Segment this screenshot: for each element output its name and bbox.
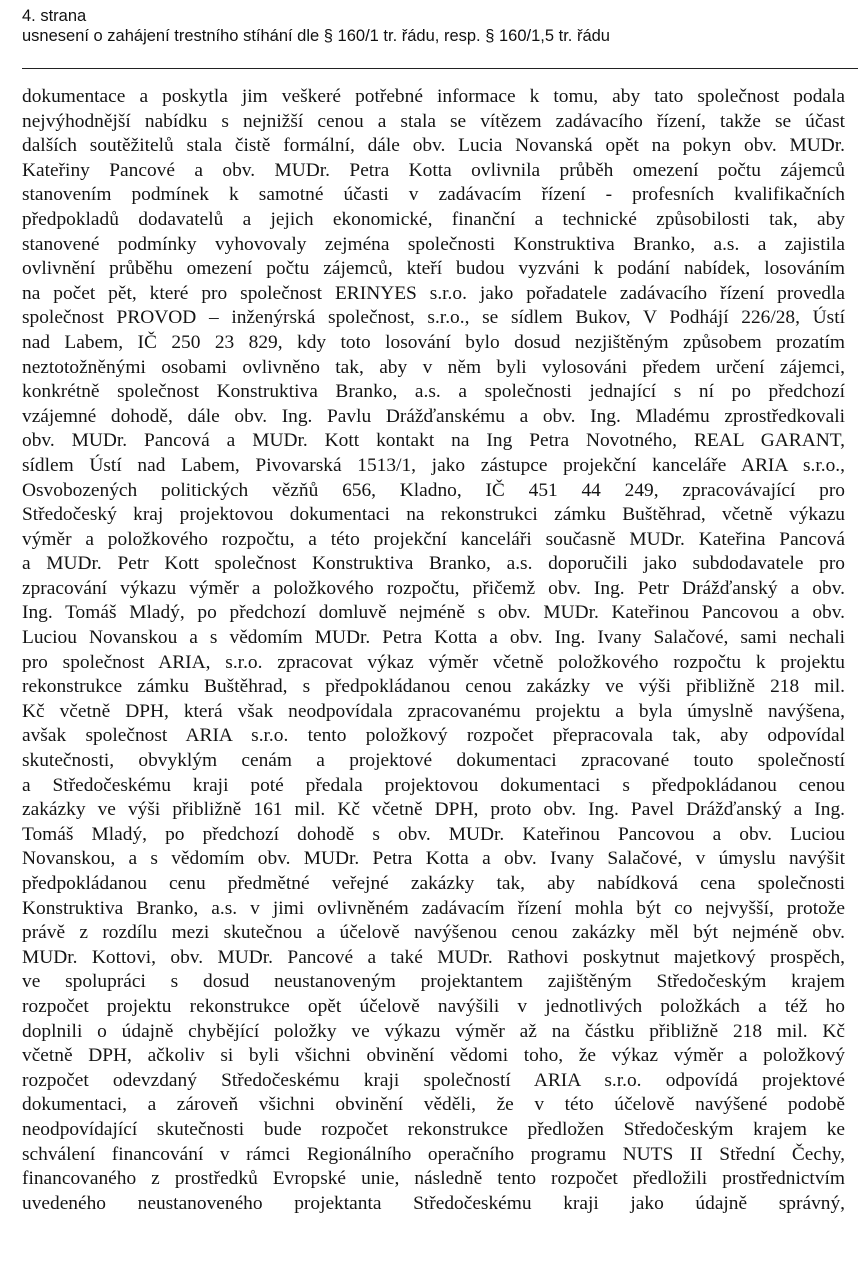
- text-line: uvedeného neustanoveného projektanta Středočeskému kraji jako údajně správný,: [22, 1192, 845, 1214]
- text-line: Kateřiny Pancové a obv. MUDr. Petra Kotta ovlivnila průběh omezení počtu zájemců: [22, 159, 845, 181]
- text-line: MUDr. Kottovi, obv. MUDr. Pancové a také MUDr. Rathovi poskytnut majetkový prospěch,: [22, 946, 845, 968]
- text-line: neztotožněnými osobami ovlivněno tak, aby v něm byli vylosováni předem určení zájemci,: [22, 356, 845, 378]
- text-line: Novanskou, a s vědomím obv. MUDr. Petra Kotta a obv. Ivany Salačové, v úmyslu navýšit: [22, 848, 845, 870]
- text-line: předpokladů dodavatelů a jejich ekonomické, finanční a technické způsobilosti tak, aby: [22, 208, 845, 230]
- text-line: včetně DPH, ačkoliv si byli všichni obvinění vědomi toho, že výkaz výměr a položkový: [22, 1045, 845, 1067]
- text-line: společnost PROVOD – inženýrská společnost, s.r.o., se sídlem Bukov, V Podhájí 226/28, Ústí: [22, 307, 845, 329]
- text-line: dokumentace a poskytla jim veškeré potřebné informace k tomu, aby tato společnost podala: [22, 86, 845, 107]
- body-paragraph: [22, 85, 845, 1216]
- text-line: a MUDr. Petr Kott společnost Konstruktiva Branko, a.s. doporučili jako subdodavatele pro: [22, 553, 845, 575]
- text-line: pro společnost ARIA, s.r.o. zpracovat výkaz výměr včetně položkového rozpočtu k projektu: [22, 651, 845, 673]
- text-line: nejvýhodnější nabídku s nejnižší cenou a stala se vítězem zadávacího řízení, takže se účast: [22, 110, 845, 132]
- document-title: usnesení o zahájení trestního stíhání dle § 160/1 tr. řádu, resp. § 160/1,5 tr. řádu: [22, 27, 610, 45]
- text-line: doplnili o údajně chybějící položky ve výkazu výměr až na částku přibližně 218 mil. Kč: [22, 1020, 845, 1042]
- text-line: stanovené podmínky vyhovovaly zejména společnosti Konstruktiva Branko, a.s. a zajistila: [22, 233, 845, 255]
- text-line: dokumentaci, a zároveň všichni obvinění věděli, že v této účelově navýšené podobě: [22, 1094, 845, 1116]
- text-line: předpokládanou cenu předmětné veřejné zakázky tak, aby nabídková cena společnosti: [22, 873, 845, 894]
- text-line: schválení financování v rámci Regionálního operačního programu NUTS II Střední Čechy,: [22, 1143, 845, 1165]
- text-line: avšak společnost ARIA s.r.o. tento položkový rozpočet přepracovala tak, aby odpovídal: [22, 725, 845, 747]
- text-line: rozpočet odevzdaný Středočeskému kraji společností ARIA s.r.o. odpovídá projektové: [22, 1069, 845, 1091]
- text-line: konkrétně společnost Konstruktiva Branko, a.s. a společnosti jednající s ní po předchozí: [22, 381, 845, 403]
- text-line: rekonstrukce zámku Buštěhrad, s předpokládanou cenou zakázky ve výši přibližně 218 mil.: [22, 676, 845, 698]
- text-line: skutečnosti, obvyklým cenám a projektové dokumentaci zpracované touto společností: [22, 750, 845, 772]
- text-line: nad Labem, IČ 250 23 829, kdy toto losování bylo dosud nezjištěným způsobem prozatím: [22, 331, 845, 353]
- text-line: na počet pět, které pro společnost ERINYES s.r.o. jako pořadatele zadávacího řízení provedla: [22, 282, 845, 304]
- text-line: vzájemné dohodě, dále obv. Ing. Pavlu Drážďanskému a obv. Ing. Mladému zprostředkovali: [22, 405, 845, 427]
- text-line: Osvobozených politických vězňů 656, Kladno, IČ 451 44 249, zpracovávající pro: [22, 479, 845, 501]
- page-header: [22, 6, 860, 46]
- text-line: stanovením podmínek k samotné účasti v zadávacím řízení - profesních kvalifikačních: [22, 184, 845, 206]
- text-line: rozpočet projektu rekonstrukce opět účelově navýšili v jednotlivých položkách a též ho: [22, 995, 845, 1017]
- text-line: právě z rozdílu mezi skutečnou a účelově navýšenou cenou zakázky měl být nejméně obv.: [22, 922, 845, 944]
- header-divider: [22, 68, 858, 69]
- text-line: ve spolupráci s dosud neustanoveným projektantem zajištěným Středočeským krajem: [22, 971, 845, 993]
- text-line: a Středočeskému kraji poté předala projektovou dokumentaci s předpokládanou cenou: [22, 774, 845, 796]
- text-line: Konstruktiva Branko, a.s. v jimi ovlivněném zadávacím řízení mohla být co nejvyšší, protože: [22, 897, 845, 919]
- text-line: zakázky ve výši přibližně 161 mil. Kč včetně DPH, proto obv. Ing. Pavel Drážďanský a Ing.: [22, 799, 845, 821]
- text-line: dalších soutěžitelů stala čistě formální, dále obv. Lucia Novanská opět na pokyn obv. MUDr.: [22, 135, 845, 157]
- text-line: financovaného z prostředků Evropské unie, následně tento rozpočet předložili prostřednictvím: [22, 1168, 845, 1190]
- text-line: Luciou Novanskou a s vědomím MUDr. Petra Kotta a obv. Ing. Ivany Salačové, sami nechali: [22, 627, 845, 649]
- text-line: neodpovídající skutečnosti bude rozpočet rekonstrukce předložen Středočeským krajem ke: [22, 1118, 845, 1140]
- text-line: Tomáš Mladý, po předchozí dohodě s obv. MUDr. Kateřinou Pancovou a obv. Luciou: [22, 823, 845, 845]
- text-line: Kč včetně DPH, která však neodpovídala zpracovanému projektu a byla úmyslně navýšena,: [22, 700, 845, 722]
- text-line: zpracování výkazu výměr a položkového rozpočtu, přičemž obv. Ing. Petr Drážďanský a obv.: [22, 577, 845, 599]
- text-line: Ing. Tomáš Mladý, po předchozí domluvě nejméně s obv. MUDr. Kateřinou Pancovou a obv.: [22, 602, 845, 624]
- text-line: sídlem Ústí nad Labem, Pivovarská 1513/1, jako zástupce projekční kanceláře ARIA s.r.o.,: [22, 454, 845, 476]
- text-line: ovlivnění průběhu omezení počtu zájemců, kteří budou vyzváni k podání nabídek, losováním: [22, 258, 845, 280]
- text-line: obv. MUDr. Pancová a MUDr. Kott kontakt na Ing Petra Novotného, REAL GARANT,: [22, 430, 845, 452]
- text-line: Středočeský kraj projektovou dokumentaci na rekonstrukci zámku Buštěhrad, včetně výkazu: [22, 504, 845, 526]
- text-line: výměr a položkového rozpočtu, a této projekční kanceláři současně MUDr. Kateřina Pancová: [22, 528, 845, 550]
- page-number-label: 4. strana: [22, 7, 87, 25]
